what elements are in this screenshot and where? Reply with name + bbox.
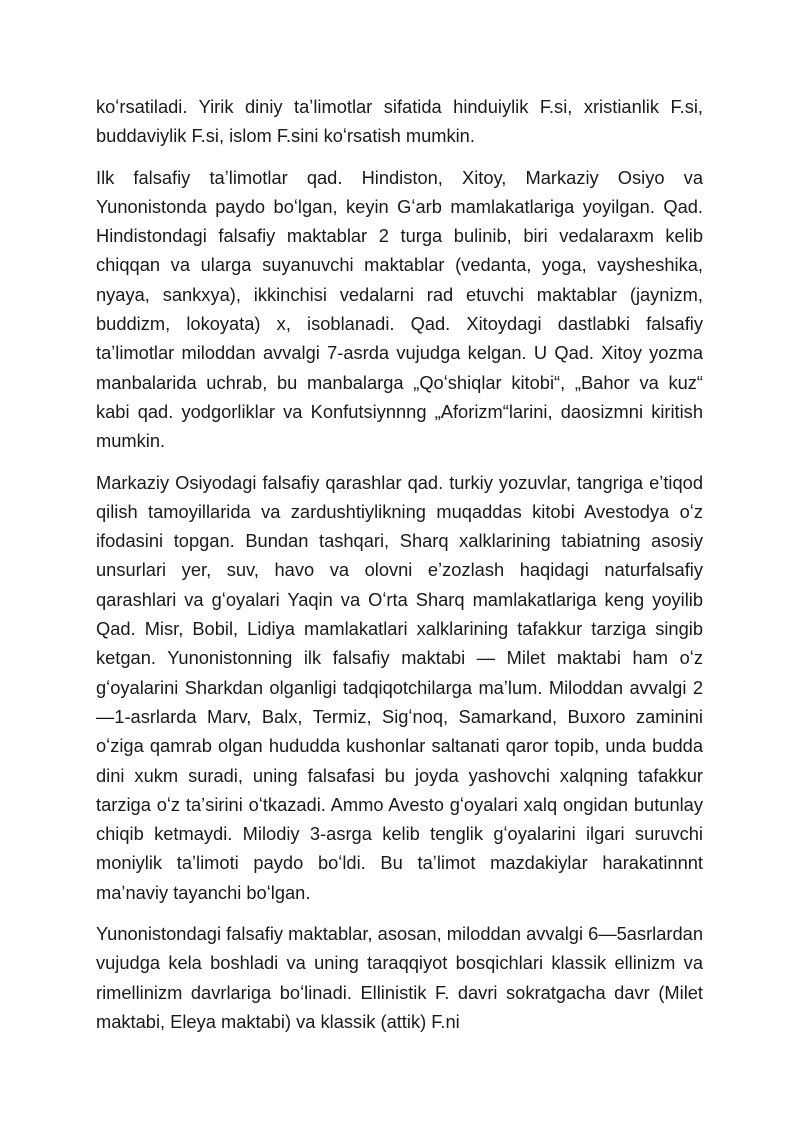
paragraph-4: Yunonistondagi falsafiy maktablar, asosan, miloddan avvalgi 6—5asrlardan vujudga kela boshladi va uning taraqqiyot bosqichlari klassik ellinizm va rimellinizm davrlariga boʻlinadi. Ellinistik F. davri sokratgacha davr (Milet maktabi, Eleya maktabi) va klassik (attik) F.ni (96, 923, 703, 1032)
document-body (96, 92, 703, 1048)
paragraph-3: Markaziy Osiyodagi falsafiy qarashlar qad. turkiy yozuvlar, tangriga eʼtiqod qilish tamoyillarida va zardushtiylikning muqaddas kitobi Avestodya oʻz ifodasini topgan. Bundan tashqari, Sharq xalklarining tabiatning asosiy unsurlari yer, suv, havo va olovni eʼzozlash haqidagi naturfalsafiy qarashlari va gʻoyalari Yaqin va Oʻrta Sharq mamlakatlariga keng yoyilib Qad. Misr, Bobil, Lidiya mamlakatlari xalklarining tafakkur tarziga singib ketgan. Yunonistonning ilk falsafiy maktabi — Milet maktabi ham oʻz gʻoyalarini Sharkdan olganligi tadqiqotchilarga maʼlum. Miloddan avvalgi 2—1-asrlarda Marv, Balx, Termiz, Sigʻnoq, Samarkand, Buxoro zaminini oʻziga qamrab olgan hududda kushonlar saltanati qaror topib, unda budda dini xukm suradi, uning falsafasi bu joyda yashovchi xalqning tafakkur tarziga oʻz taʼsirini oʻtkazadi. Ammo Avesto gʻoyalari xalq ongidan butunlay chiqib ketmaydi. Milodiy 3-asrga kelib tenglik gʻoyalarini ilgari suruvchi moniylik taʼlimoti paydo boʻldi. Bu taʼlimot mazdakiylar harakatinnnt maʼnaviy tayanchi boʻlgan. (96, 471, 703, 903)
paragraph-2: Ilk falsafiy taʼlimotlar qad. Hindiston, Xitoy, Markaziy Osiyo va Yunonistonda paydo boʻlgan, keyin Gʻarb mamlakatlariga yoyilgan. Qad. Hindistondagi falsafiy maktablar 2 turga bulinib, biri vedalaraxm kelib chiqqan va ularga suyanuvchi maktablar (vedanta, yoga, vaysheshika, nyaya, sankxya), ikkinchisi vedalarni rad etuvchi maktablar (jaynizm, buddizm, lokoyata) x, isoblanadi. Qad. Xitoydagi dastlabki falsafiy taʼlimotlar miloddan avvalgi 7-asrda vujudga kelgan. U Qad. Xitoy yozma manbalarida uchrab, bu manbalarga „Qoʻshiqlar kitobi“, „Bahor va kuz“ kabi qad. yodgorliklar va Konfutsiynnng „Aforizm“larini, daosizmni kiritish mumkin. (96, 166, 703, 452)
paragraph-1: koʻrsatiladi. Yirik diniy taʼlimotlar sifatida hinduiylik F.si, xristianlik F.si, buddaviylik F.si, islom F.sini koʻrsatish mumkin. (96, 96, 703, 147)
